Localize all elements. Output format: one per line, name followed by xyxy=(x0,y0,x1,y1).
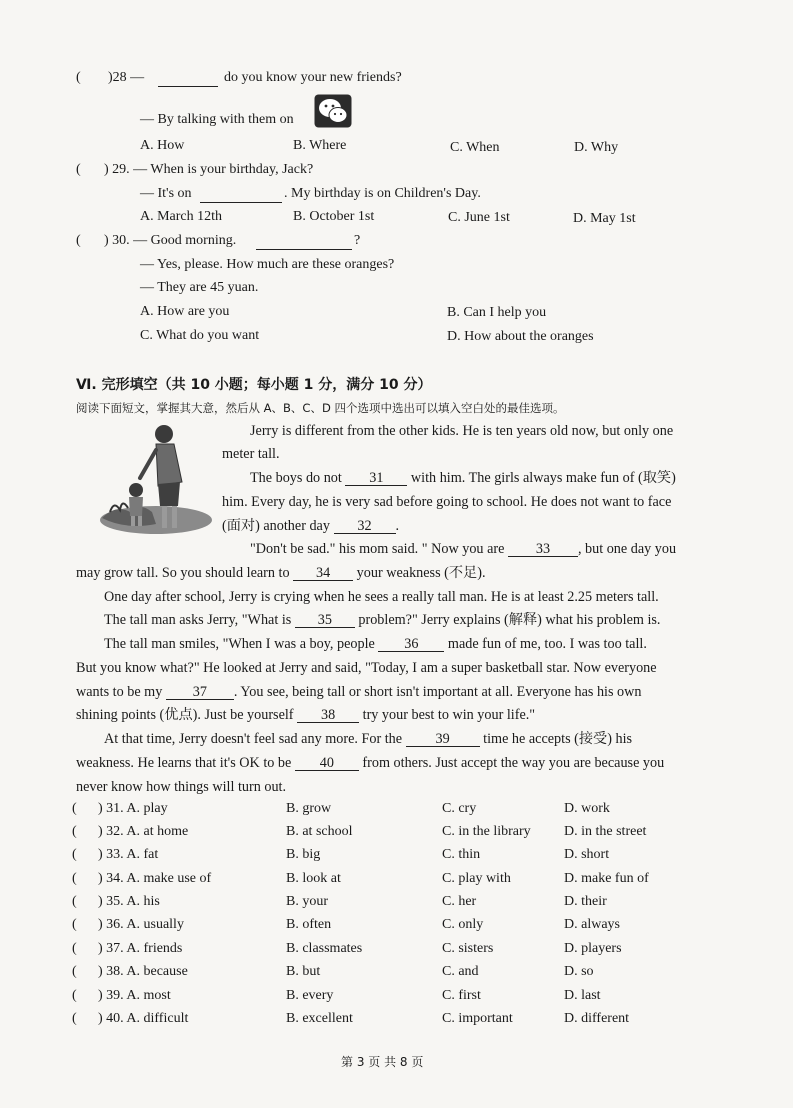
passage-line xyxy=(76,562,486,586)
blank-35: 35 xyxy=(295,613,355,628)
option-a: ) 40. A. difficult xyxy=(98,1011,189,1026)
option-c: C. and xyxy=(442,964,479,979)
passage-line xyxy=(104,633,647,657)
q30-blank xyxy=(256,233,352,250)
blank-37: 37 xyxy=(166,685,234,700)
answer-paren: ( xyxy=(72,871,77,886)
option-c: C. thin xyxy=(442,847,481,862)
option-c: C. in the library xyxy=(442,824,531,839)
answer-paren: ( xyxy=(72,847,77,862)
passage-text: problem?" Jerry explains (解释) what his problem is. xyxy=(358,612,661,628)
answer-paren: ( xyxy=(72,964,77,979)
option-row xyxy=(72,988,722,1010)
q29-blank xyxy=(200,186,282,203)
q28-question: do you know your new friends? xyxy=(224,70,402,85)
q28-paren: ( xyxy=(76,70,81,85)
option-d: D. their xyxy=(564,894,607,909)
passage-text: "What is xyxy=(241,612,292,628)
option-a: ) 34. A. make use of xyxy=(98,871,212,886)
passage-line xyxy=(104,609,660,633)
passage-line: meter tall. xyxy=(222,446,280,462)
option-c: C. important xyxy=(442,1011,513,1026)
option-c: C. only xyxy=(442,917,484,932)
passage-text: The tall man smiles, "When I was a boy, people xyxy=(104,636,375,652)
option-d: D. different xyxy=(564,1011,630,1026)
answer-paren: ( xyxy=(72,894,77,909)
passage-line: never know how things will turn out. xyxy=(76,779,287,795)
option-b: B. excellent xyxy=(286,1011,353,1026)
option-b: B. but xyxy=(286,964,321,979)
q30-option-a: A. How are you xyxy=(140,304,230,319)
man-and-child-illustration xyxy=(96,420,214,538)
option-b: B. look at xyxy=(286,871,341,886)
option-row xyxy=(72,894,722,916)
passage-line: Jerry is different from the other kids. He is ten years old now, but only one xyxy=(250,423,674,439)
blank-32: 32 xyxy=(334,519,396,534)
blank-34: 34 xyxy=(293,566,353,581)
option-row xyxy=(72,964,722,986)
option-a: ) 31. A. play xyxy=(98,801,168,816)
blank-38: 38 xyxy=(297,708,359,723)
q28-option-c: C. When xyxy=(450,140,500,155)
q30-paren: ( xyxy=(76,233,81,248)
wechat-icon xyxy=(314,94,352,128)
passage-text: . You see, being tall or short isn't important at all. Everyone has his own xyxy=(233,684,642,700)
option-c: C. her xyxy=(442,894,477,909)
q29-option-c: C. June 1st xyxy=(448,210,510,225)
q29-question: ) 29. — When is your birthday, Jack? xyxy=(104,162,314,177)
option-row xyxy=(72,871,722,893)
option-row xyxy=(72,1011,722,1033)
passage-text: The tall man asks Jerry, xyxy=(104,612,239,628)
answer-paren: ( xyxy=(72,1011,77,1026)
blank-40: 40 xyxy=(295,756,359,771)
option-a: ) 32. A. at home xyxy=(98,824,189,839)
option-a: ) 37. A. friends xyxy=(98,941,183,956)
passage-line xyxy=(104,728,632,752)
q29-line2-pre: — It's on xyxy=(140,186,192,201)
passage-text: with him. The girls always make fun of (取笑) xyxy=(410,470,676,486)
q30-question: ) 30. — Good morning. xyxy=(104,233,237,248)
passage-line xyxy=(76,704,535,728)
blank-33: 33 xyxy=(508,542,578,557)
q30-line-2: — They are 45 yuan. xyxy=(140,280,259,295)
passage-line: But you know what?" He looked at Jerry and said, "Today, I am a super basketball star. Now everyone xyxy=(76,660,657,676)
passage-text: , but one day you xyxy=(577,541,677,557)
option-row xyxy=(72,847,722,869)
answer-paren: ( xyxy=(72,917,77,932)
passage-text: At that time, Jerry doesn't feel sad any more. For the xyxy=(104,731,403,747)
option-d: D. short xyxy=(564,847,610,862)
option-d: D. always xyxy=(564,917,620,932)
passage-line: (面对) another day 32 . xyxy=(222,518,400,534)
option-b: B. big xyxy=(286,847,321,862)
section-instruction: 阅读下面短文，掌握其大意，然后从 A、B、C、D 四个选项中选出可以填入空白处的最佳选项。 xyxy=(76,401,565,415)
option-a: ) 39. A. most xyxy=(98,988,171,1003)
option-b: B. grow xyxy=(286,801,332,816)
passage-text: from others. Just accept the way you are because you xyxy=(362,755,665,771)
option-d: D. make fun of xyxy=(564,871,649,886)
blank-39: 39 xyxy=(406,732,480,747)
q28-answer-line: — By talking with them on xyxy=(140,112,294,127)
q28-option-b: B. Where xyxy=(293,138,347,153)
q29-option-b: B. October 1st xyxy=(293,209,375,224)
option-row xyxy=(72,801,722,823)
option-d: D. last xyxy=(564,988,601,1003)
q28-option-d: D. Why xyxy=(574,140,619,155)
blank-31: 31 xyxy=(345,471,407,486)
section-title: Ⅵ. 完形填空（共 10 小题；每小题 1 分，满分 10 分） xyxy=(76,377,432,393)
passage-text: "Don't be sad." his mom said. " Now you are xyxy=(250,541,505,557)
option-b: B. at school xyxy=(286,824,353,839)
passage-text: may grow tall. So you should learn to xyxy=(76,565,290,581)
passage-text: The boys do not xyxy=(250,470,342,486)
passage-text: made fun of me, too. I was too tall. xyxy=(447,636,647,652)
q30-option-d: D. How about the oranges xyxy=(447,329,594,344)
q28-blank xyxy=(158,70,218,87)
answer-paren: ( xyxy=(72,824,77,839)
passage-text: shining points (优点). Just be yourself xyxy=(76,707,294,723)
passage-text: wants to be my xyxy=(76,684,163,700)
answer-paren: ( xyxy=(72,988,77,1003)
option-row xyxy=(72,917,722,939)
option-c: C. first xyxy=(442,988,481,1003)
passage-text: try your best to win your life." xyxy=(362,707,536,723)
passage-text: (面对) another day xyxy=(222,518,330,534)
q30-question-end: ? xyxy=(354,233,361,248)
option-c: C. play with xyxy=(442,871,511,886)
q30-line-1: — Yes, please. How much are these oranges? xyxy=(140,257,395,272)
option-d: D. work xyxy=(564,801,610,816)
option-a: ) 38. A. because xyxy=(98,964,188,979)
passage-line xyxy=(76,752,664,776)
passage-text: your weakness (不足). xyxy=(356,565,486,581)
option-d: D. players xyxy=(564,941,622,956)
passage-line: him. Every day, he is very sad before going to school. He does not want to face xyxy=(222,494,672,510)
option-a: ) 35. A. his xyxy=(98,894,160,909)
q29-option-a: A. March 12th xyxy=(140,209,223,224)
passage-text: weakness. He learns that it's OK to be xyxy=(76,755,292,771)
option-a: ) 36. A. usually xyxy=(98,917,184,932)
option-c: C. cry xyxy=(442,801,477,816)
option-d: D. so xyxy=(564,964,594,979)
option-b: B. your xyxy=(286,894,328,909)
q29-option-d: D. May 1st xyxy=(573,211,636,226)
option-d: D. in the street xyxy=(564,824,647,839)
option-row xyxy=(72,941,722,963)
q30-option-c: C. What do you want xyxy=(140,328,260,343)
passage-line xyxy=(250,467,676,491)
q30-option-b: B. Can I help you xyxy=(447,305,547,320)
passage-line: One day after school, Jerry is crying when he sees a really tall man. He is at least 2.25 meters tall. xyxy=(104,589,659,605)
q28-option-a: A. How xyxy=(140,138,185,153)
option-row xyxy=(72,824,722,846)
option-b: B. classmates xyxy=(286,941,363,956)
page-footer: 第 3 页 共 8 页 xyxy=(341,1055,424,1069)
option-b: B. every xyxy=(286,988,334,1003)
passage-line xyxy=(250,538,676,562)
q29-paren: ( xyxy=(76,162,81,177)
option-a: ) 33. A. fat xyxy=(98,847,159,862)
option-c: C. sisters xyxy=(442,941,494,956)
option-b: B. often xyxy=(286,917,332,932)
q29-line2-post: . My birthday is on Children's Day. xyxy=(284,186,481,201)
passage-text: time he accepts (接受) his xyxy=(483,731,633,747)
answer-paren: ( xyxy=(72,801,77,816)
answer-paren: ( xyxy=(72,941,77,956)
blank-36: 36 xyxy=(378,637,444,652)
passage-line xyxy=(76,681,641,705)
q28-number: )28 — xyxy=(108,70,145,85)
